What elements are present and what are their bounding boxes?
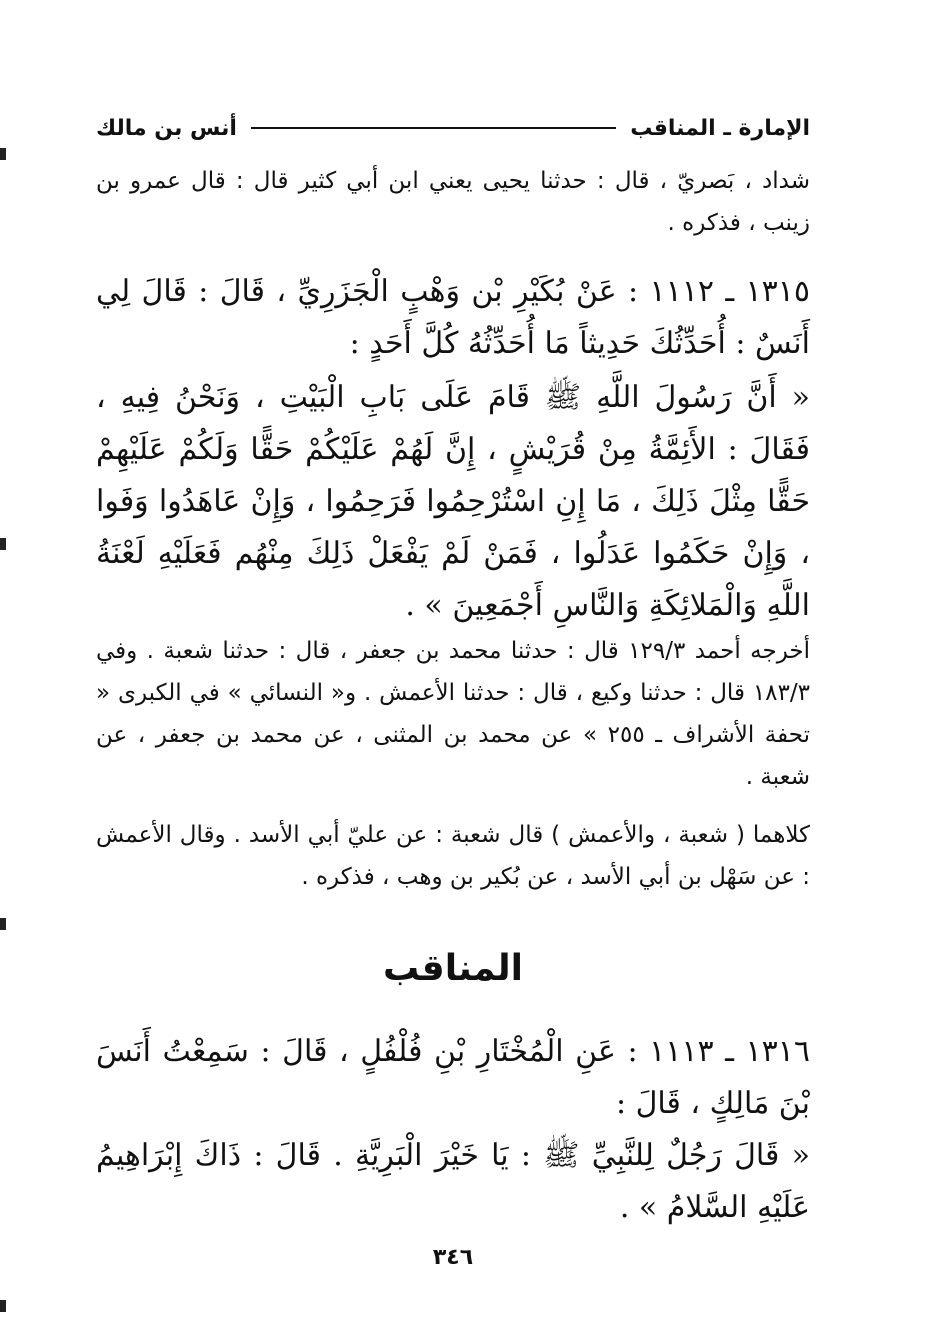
hadith-1316-matn-text: « قَالَ رَجُلٌ لِلنَّبِيِّ ﷺ : يَا خَيْرَ الْبَرِيَّةِ . قَالَ : ذَاكَ إِبْرَاهِيمُ عَلَيْهِ السَّلامُ » .	[96, 1138, 810, 1225]
hadith-1315-chain	[96, 266, 810, 370]
hadith-1316-matn	[96, 1130, 810, 1234]
takhrij-paragraph-2	[96, 814, 810, 898]
running-header	[96, 110, 810, 146]
hadith-1315-chain-text: ١٣١٥ ـ ١١١٢ : عَنْ بُكَيْرِ بْن وَهْبٍ الْجَزَرِيِّ ، قَالَ : قَالَ لِي أَنَسٌ : أُحَدِّثُكَ حَدِيثاً مَا أُحَدِّثُهُ كُلَّ أَحَدٍ :	[96, 274, 810, 361]
hadith-1315-matn-text: « أَنَّ رَسُولَ اللَّهِ ﷺ قَامَ عَلَى بَابِ الْبَيْتِ ، وَنَحْنُ فِيهِ ، فَقَالَ : الأَئِمَّةُ مِنْ قُرَيْشٍ ، إِنَّ لَهُمْ عَلَيْكُمْ حَقًّا وَلَكُمْ عَلَيْهِمْ حَقًّا مِثْلَ ذَلِكَ ، مَا إِنِ اسْتُرْحِمُوا فَرَحِمُوا ، وَإِنْ عَاهَدُوا وَفَوا ، وَإِنْ حَكَمُوا عَدَلُوا ، فَمَنْ لَمْ يَفْعَلْ ذَلِكَ مِنْهُم فَعَلَيْهِ لَعْنَةُ اللَّهِ وَالْمَلائِكَةِ وَالنَّاسِ أَجْمَعِينَ » .	[96, 380, 810, 623]
margin-mark	[0, 538, 6, 550]
hadith-1316-chain-text: ١٣١٦ ـ ١١١٣ : عَنِ الْمُخْتَارِ بْنِ فُلْفُلٍ ، قَالَ : سَمِعْتُ أَنَسَ بْنَ مَالِكٍ ، قَالَ :	[96, 1034, 810, 1121]
margin-mark	[0, 148, 6, 160]
intro-text: شداد ، بَصريّ ، قال : حدثنا يحيى يعني ابن أبي كثير قال : قال عمرو بن زينب ، فذكره .	[96, 168, 810, 236]
intro-paragraph	[96, 160, 810, 244]
margin-mark	[0, 918, 6, 930]
takhrij-2-text: كلاهما ( شعبة ، والأعمش ) قال شعبة : عن عليّ أبي الأسد . وقال الأعمش : عن سَهْل بن أبي الأسد ، عن بُكير بن وهب ، فذكره .	[96, 822, 810, 890]
takhrij-1-text: أخرجه أحمد ١٢٩/٣ قال : حدثنا محمد بن جعفر ، قال : حدثنا شعبة . وفي ١٨٣/٣ قال : حدثنا وكيع ، قال : حدثنا الأعمش . و« النسائي » في الكبرى « تحفة الأشراف ـ ٢٥٥ » عن محمد بن المثنى ، عن محمد بن جعفر ، عن شعبة .	[96, 638, 811, 790]
header-rule	[251, 127, 616, 129]
margin-mark	[0, 1300, 6, 1312]
header-narrator-title: أنس بن مالك	[96, 115, 237, 141]
hadith-1316-chain	[96, 1026, 810, 1130]
page-number: ٣٤٦	[432, 1245, 474, 1270]
hadith-1315-matn	[96, 372, 810, 632]
takhrij-paragraph-1	[96, 630, 810, 798]
header-chapter-title: الإمارة ـ المناقب	[630, 115, 810, 141]
section-heading: المناقب	[383, 948, 523, 989]
